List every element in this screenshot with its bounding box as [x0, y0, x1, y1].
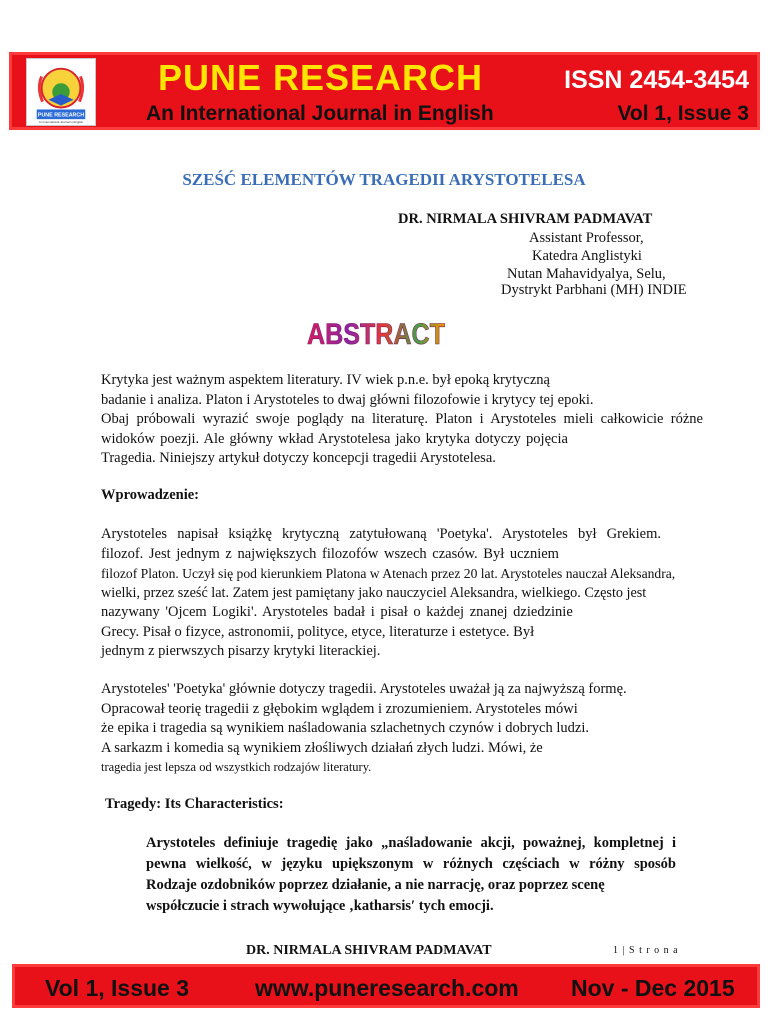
tragedy-definition-quote [146, 833, 676, 917]
paragraph-line: tragedia jest lepsza od wszystkich rodzajów literatury. [101, 760, 372, 774]
quote-line: Arystoteles definiuje tragedię jako „naśladowanie akcji, poważnej, kompletnej i [146, 835, 676, 851]
abstract-line: Tragedia. Niniejszy artykuł dotyczy koncepcji tragedii Arystotelesa. [101, 450, 496, 466]
journal-issn: ISSN 2454-3454 [564, 66, 749, 94]
introduction-paragraph-1 [101, 525, 703, 662]
footer-volume: Vol 1, Issue 3 [45, 975, 190, 1001]
paragraph-line: filozof. Jest jednym z największych filozofów wszech czasów. Był uczniem [101, 545, 559, 562]
abstract-text [101, 371, 703, 469]
affiliation-line: Nutan Mahavidyalya, Selu, [507, 266, 666, 282]
author-name: DR. NIRMALA SHIVRAM PADMAVAT [398, 211, 653, 227]
footer-author: DR. NIRMALA SHIVRAM PADMAVAT [246, 943, 492, 958]
affiliation-line: Assistant Professor, [529, 230, 644, 246]
page-number: 1 | S t r o n a [613, 945, 679, 956]
journal-logo [26, 58, 96, 126]
journal-subtitle: An International Journal in English [146, 102, 494, 125]
introduction-heading: Wprowadzenie: [101, 487, 200, 503]
paragraph-line: Grecy. Pisał o fizyce, astronomii, polityce, etyce, literaturze i estetyce. Był [101, 623, 535, 640]
paragraph-line: Opracował teorię tragedii z głębokim wglądem i zrozumieniem. Arystoteles mówi [101, 700, 578, 717]
abstract-line: badanie i analiza. Platon i Arystoteles to dwaj główni filozofowie i krytycy tej epoki. [101, 391, 594, 408]
introduction-paragraph-2 [101, 680, 703, 778]
logo-text: PUNE RESEARCH [37, 112, 85, 119]
paragraph-line: Arystoteles napisał książkę krytyczną zatytułowaną 'Poetyka'. Arystoteles był Grekiem. [101, 526, 661, 542]
journal-name: PUNE RESEARCH [158, 57, 484, 98]
quote-line: współczucie i strach wywołujące ‚katharsis′ tych emocji. [146, 898, 494, 914]
paragraph-line: filozof Platon. Uczył się pod kierunkiem Platona w Atenach przez 20 lat. Arystoteles nauczał Aleksandra, [101, 566, 676, 581]
svg-text:ABSTRACT: ABSTRACT [307, 318, 445, 351]
abstract-line: Krytyka jest ważnym aspektem literatury. IV wiek p.n.e. był epoką krytyczną [101, 372, 550, 388]
footer-website: www.puneresearch.com [255, 975, 519, 1001]
paragraph-line: Arystoteles' 'Poetyka' głównie dotyczy tragedii. Arystoteles uważał ją za najwyższą formę. [101, 681, 627, 697]
abstract-line: widoków poezji. Ale główny wkład Arystotelesa jako krytyka dotyczy pojęcia [101, 430, 568, 447]
logo-emblem-icon [27, 59, 95, 125]
paragraph-line: nazywany 'Ojcem Logiki'. Arystoteles badał i pisał o każdej znanej dziedzinie [101, 604, 573, 620]
tragedy-heading: Tragedy: Its Characteristics: [105, 796, 284, 812]
affiliation-line: Katedra Anglistyki [532, 248, 642, 264]
quote-line: pewna wielkość, w języku upiększonym w różnych częściach w różny sposób [146, 856, 676, 872]
journal-volume: Vol 1, Issue 3 [617, 102, 749, 125]
abstract-heading [305, 315, 447, 351]
abstract-line: Obaj próbowali wyrazić swoje poglądy na literaturę. Platon i Arystoteles mieli całkowicie różne [101, 411, 703, 427]
logo-caption: An International Journal in English [38, 120, 84, 125]
paragraph-line: wielki, przez sześć lat. Zatem jest pamiętany jako nauczyciel Aleksandra, wielkiego. Często jest [101, 584, 647, 601]
quote-line: Rodzaje ozdobników poprzez działanie, a nie narrację, oraz poprzez scenę [146, 877, 605, 893]
article-title-container [0, 170, 768, 190]
paragraph-line: że epika i tragedia są wynikiem naśladowania szlachetnych czynów i dobrych ludzi. [101, 720, 589, 736]
paragraph-line: jednym z pierwszych pisarzy krytyki literackiej. [101, 643, 381, 659]
affiliation-line: Dystrykt Parbhani (MH) INDIE [501, 282, 687, 298]
article-title: SZEŚĆ ELEMENTÓW TRAGEDII ARYSTOTELESA [182, 170, 586, 189]
journal-footer-banner [12, 964, 760, 1008]
journal-banner [9, 52, 760, 130]
paragraph-line: A sarkazm i komedia są wynikiem złośliwych działań złych ludzi. Mówi, że [101, 739, 543, 756]
footer-date: Nov - Dec 2015 [571, 975, 735, 1001]
